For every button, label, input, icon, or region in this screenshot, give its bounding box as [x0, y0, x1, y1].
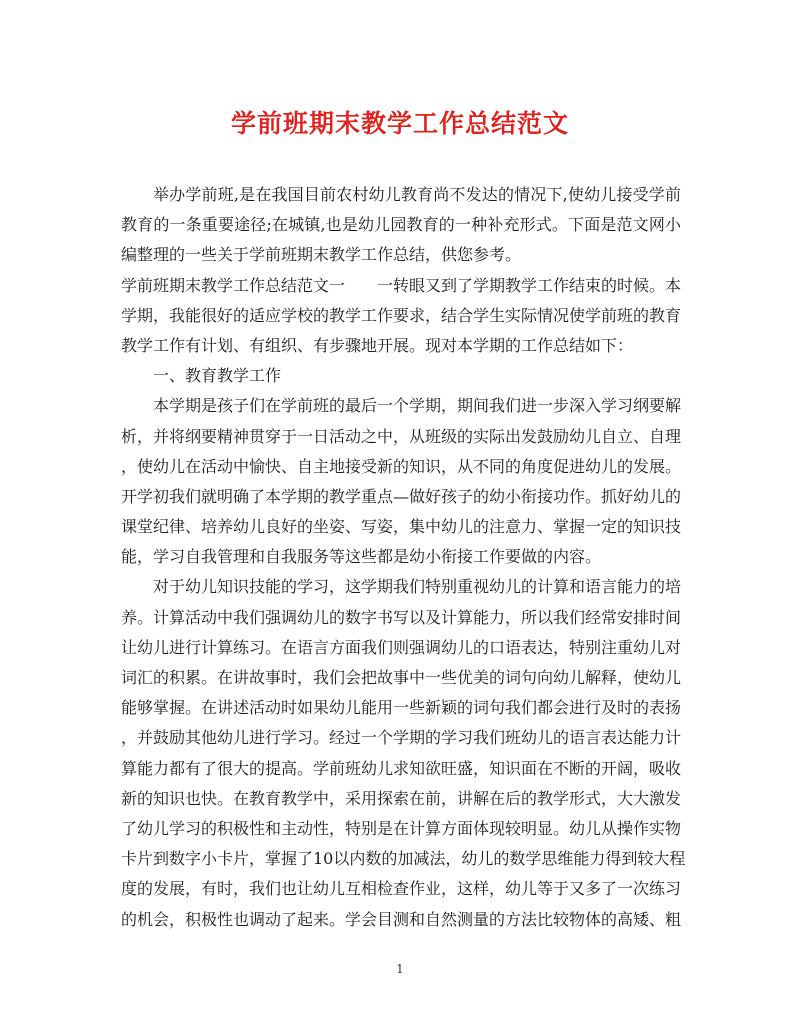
document-body	[121, 180, 686, 935]
text-line: 举办学前班,是在我国目前农村幼儿教育尚不发达的情况下,使幼儿接受学前	[153, 185, 681, 204]
text-line: 能够掌握。在讲述活动时如果幼儿能用一些新颖的词句我们都会进行及时的表扬	[121, 698, 682, 718]
text-line: 本学期是孩子们在学前班的最后一个学期，期间我们进一步深入学习纲要解	[153, 396, 682, 416]
text-line: 新的知识也快。在教育教学中，采用探索在前，讲解在后的教学形式，大大激发	[121, 788, 682, 808]
text-line: 学前班期末教学工作总结范文一 一转眼又到了学期教学工作结束的时候。本	[121, 275, 682, 295]
text-line: 课堂纪律、培养幼儿良好的坐姿、写姿，集中幼儿的注意力、掌握一定的知识技	[121, 517, 682, 537]
text-line: 对于幼儿知识技能的学习，这学期我们特别重视幼儿的计算和语言能力的培	[153, 577, 682, 597]
text-line: 学期，我能很好的适应学校的教学工作要求，结合学生实际情况使学前班的教育	[121, 305, 682, 325]
text-line: ，并鼓励其他幼儿进行学习。经过一个学期的学习我们班幼儿的语言表达能力计	[121, 728, 682, 748]
text-line: 的机会，积极性也调动了起来。学会目测和自然测量的方法比较物体的高矮、粗	[121, 909, 682, 929]
text-line: 教育的一条重要途径;在城镇,也是幼儿园教育的一种补充形式。下面是范文网小	[121, 215, 681, 235]
text-line: 了幼儿学习的积极性和主动性，特别是在计算方面体现较明显。幼儿从操作实物	[121, 818, 682, 838]
text-line: 词汇的积累。在讲故事时，我们会把故事中一些优美的词句向幼儿解释，使幼儿	[121, 668, 682, 687]
text-line: 度的发展，有时，我们也让幼儿互相检查作业，这样，幼儿等于又多了一次练习	[121, 879, 682, 899]
document-title: 学前班期末教学工作总结范文	[230, 109, 569, 138]
text-line: 编整理的一些关于学前班期末教学工作总结，供您参考。	[121, 245, 522, 265]
page-number: 1	[396, 962, 404, 976]
text-line: ，使幼儿在活动中愉快、自主地接受新的知识，从不同的角度促进幼儿的发展。	[121, 456, 682, 476]
text-line: 让幼儿进行计算练习。在语言方面我们则强调幼儿的口语表达，特别注重幼儿对	[121, 637, 682, 657]
text-line: 析，并将纲要精神贯穿于一日活动之中，从班级的实际出发鼓励幼儿自立、自理	[121, 426, 682, 446]
text-line: 养。计算活动中我们强调幼儿的数字书写以及计算能力，所以我们经常安排时间	[121, 607, 682, 627]
text-line: 开学初我们就明确了本学期的教学重点—做好孩子的幼小衔接功作。抓好幼儿的	[121, 486, 682, 506]
text-line: 能，学习自我管理和自我服务等这些都是幼小衔接工作要做的内容。	[121, 547, 602, 567]
text-line: 教学工作有计划、有组织、有步骤地开展。现对本学期的工作总结如下：	[121, 335, 634, 355]
text-line: 卡片到数字小卡片，掌握了10以内数的加减法，幼儿的数学思维能力得到较大程	[121, 849, 686, 869]
text-line: 算能力都有了很大的提高。学前班幼儿求知欲旺盛，知识面在不断的开阔，吸收	[121, 758, 682, 778]
section-heading: 一、教育教学工作	[153, 366, 282, 386]
